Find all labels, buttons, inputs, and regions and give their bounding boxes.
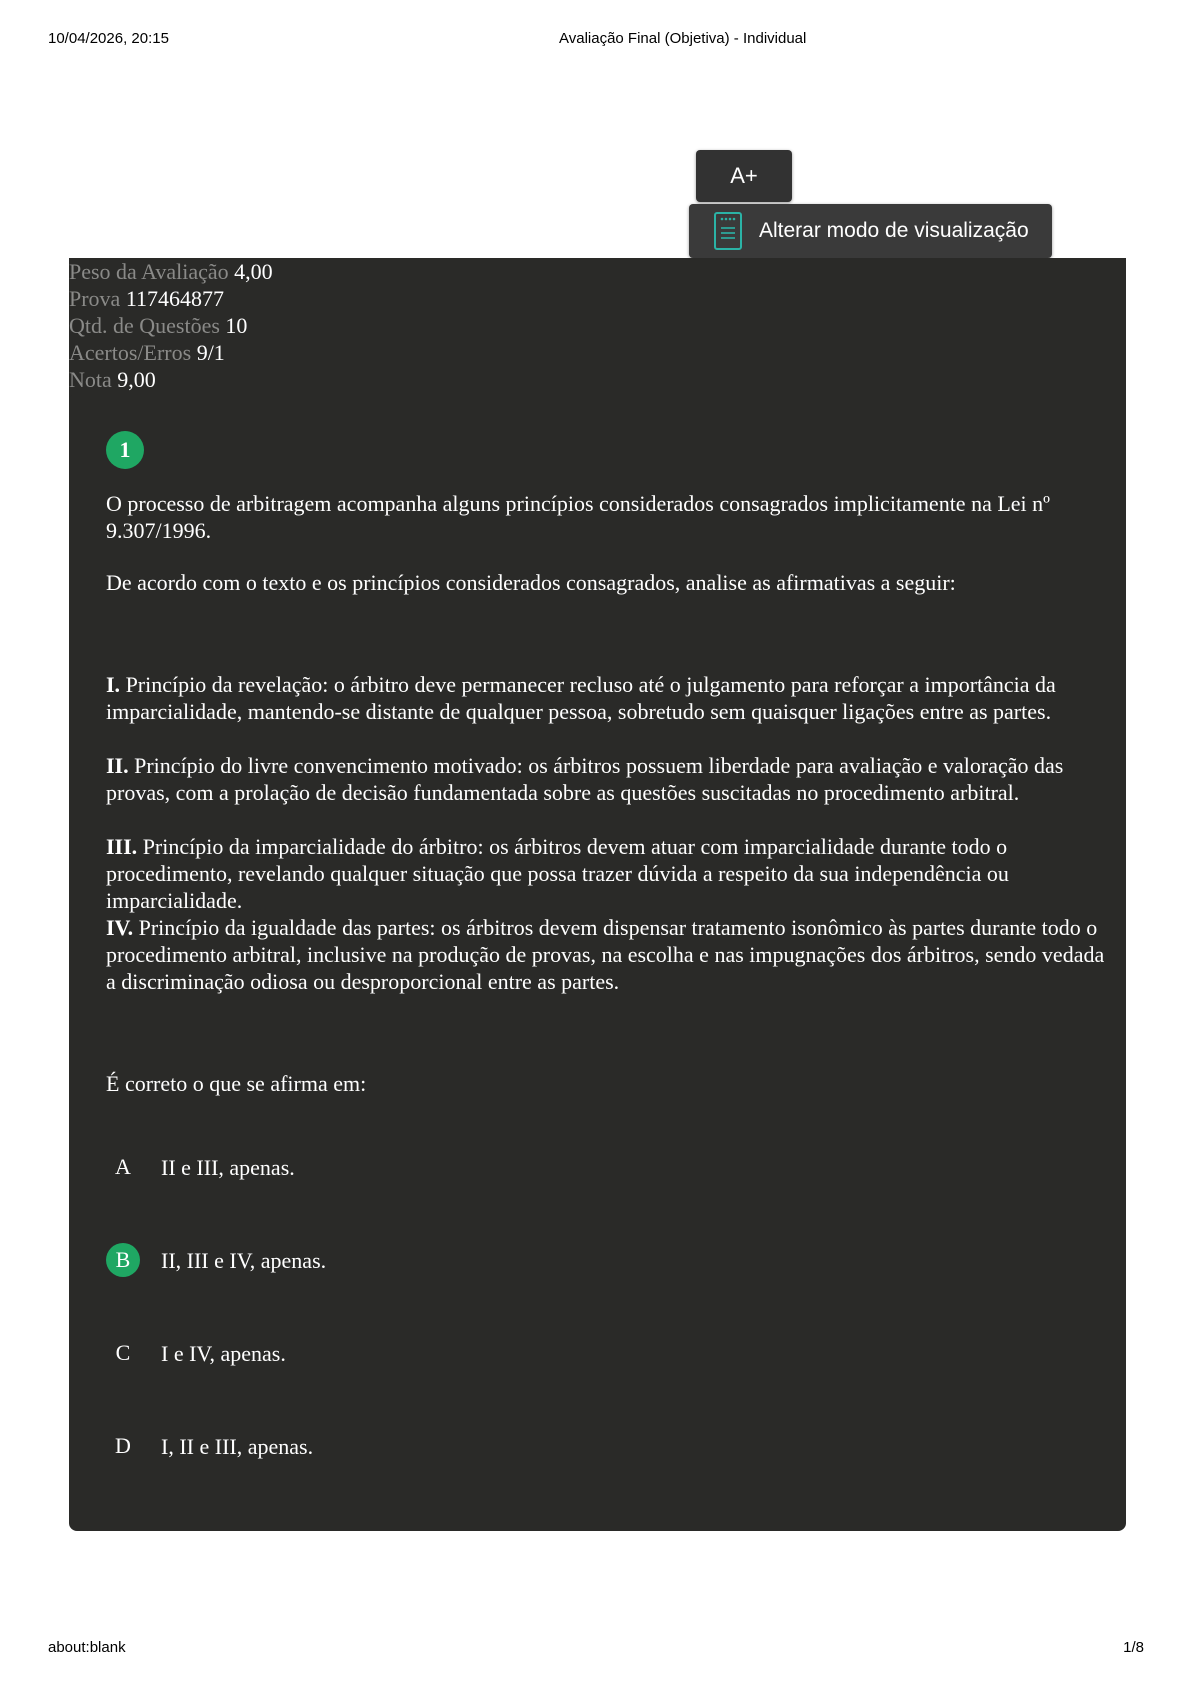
font-increase-button[interactable] xyxy=(696,150,792,202)
option-letter: D xyxy=(115,1433,131,1458)
question-intro: O processo de arbitragem acompanha alguns princípios considerados consagrados implicitamente na Lei nº 9.307/1996. xyxy=(106,491,1050,543)
view-mode-button[interactable] xyxy=(689,204,1052,258)
question-number-badge: 1 xyxy=(106,431,144,469)
print-page-title: Avaliação Final (Objetiva) - Individual xyxy=(559,30,807,47)
statement-text: Princípio da igualdade das partes: os árbitros devem dispensar tratamento isonômico às partes durante todo o procedimento arbitral, inclusive na produção de provas, na escolha e nas impugnações dos árbitros, sendo vedada a discriminação odiosa ou desproporcional entre as partes. xyxy=(106,915,1105,994)
summary-row-weight xyxy=(69,258,273,285)
statement-text: Princípio da revelação: o árbitro deve permanecer recluso até o julgamento para reforçar a importância da imparcialidade, mantendo-se distante de qualquer pessoa, sobretudo sem quaisquer ligações entre as partes. xyxy=(106,672,1056,724)
question-prompt: É correto o que se afirma em: xyxy=(106,1071,367,1096)
print-footer xyxy=(48,1639,1144,1659)
statement-marker: III. xyxy=(106,834,138,859)
option-letter-selected: B xyxy=(106,1243,140,1277)
summary-key: Nota xyxy=(69,367,112,392)
summary-value: 9/1 xyxy=(196,340,225,365)
summary-row-grade xyxy=(69,366,156,393)
statement-marker: II. xyxy=(106,753,129,778)
summary-value: 117464877 xyxy=(125,286,225,311)
summary-value: 9,00 xyxy=(117,367,156,392)
summary-row-hits-errors xyxy=(69,339,225,366)
question-card xyxy=(69,394,1126,1531)
statement-4 xyxy=(106,914,1106,995)
summary-key: Prova xyxy=(69,286,121,311)
print-page-number: 1/8 xyxy=(1123,1639,1144,1656)
statement-3 xyxy=(106,833,1106,914)
statement-2 xyxy=(106,752,1106,806)
statement-1 xyxy=(106,671,1106,725)
statement-marker: IV. xyxy=(106,915,134,940)
option-letter: C xyxy=(115,1340,131,1365)
summary-value: 10 xyxy=(225,313,248,338)
option-text: I, II e III, apenas. xyxy=(161,1434,314,1459)
font-increase-label: A+ xyxy=(730,163,758,188)
option-text: II, III e IV, apenas. xyxy=(161,1248,327,1273)
statement-text: Princípio da imparcialidade do árbitro: os árbitros devem atuar com imparcialidade durante todo o procedimento, revelando qualquer situação que possa trazer dúvida a respeito da sua independência ou imparcialidade. xyxy=(106,834,1009,913)
document-icon xyxy=(713,211,743,251)
summary-row-question-count xyxy=(69,312,247,339)
option-text: II e III, apenas. xyxy=(161,1155,295,1180)
statement-text: Princípio do livre convencimento motivado: os árbitros possuem liberdade para avaliação e valoração das provas, com a prolação de decisão fundamentada sobre as questões suscitadas no procedimento arbitral. xyxy=(106,753,1064,805)
option-letter: A xyxy=(115,1154,131,1179)
print-header xyxy=(48,30,1144,50)
summary-key: Acertos/Erros xyxy=(69,340,192,365)
question-instruction: De acordo com o texto e os princípios considerados consagrados, analise as afirmativas a seguir: xyxy=(106,570,956,595)
summary-row-exam xyxy=(69,285,224,312)
print-datetime: 10/04/2026, 20:15 xyxy=(48,30,169,47)
exam-summary xyxy=(69,258,1126,394)
summary-key: Qtd. de Questões xyxy=(69,313,220,338)
summary-key: Peso da Avaliação xyxy=(69,259,229,284)
view-mode-label: Alterar modo de visualização xyxy=(759,219,1029,242)
statement-marker: I. xyxy=(106,672,121,697)
print-url: about:blank xyxy=(48,1639,126,1656)
option-text: I e IV, apenas. xyxy=(161,1341,286,1366)
summary-value: 4,00 xyxy=(234,259,273,284)
